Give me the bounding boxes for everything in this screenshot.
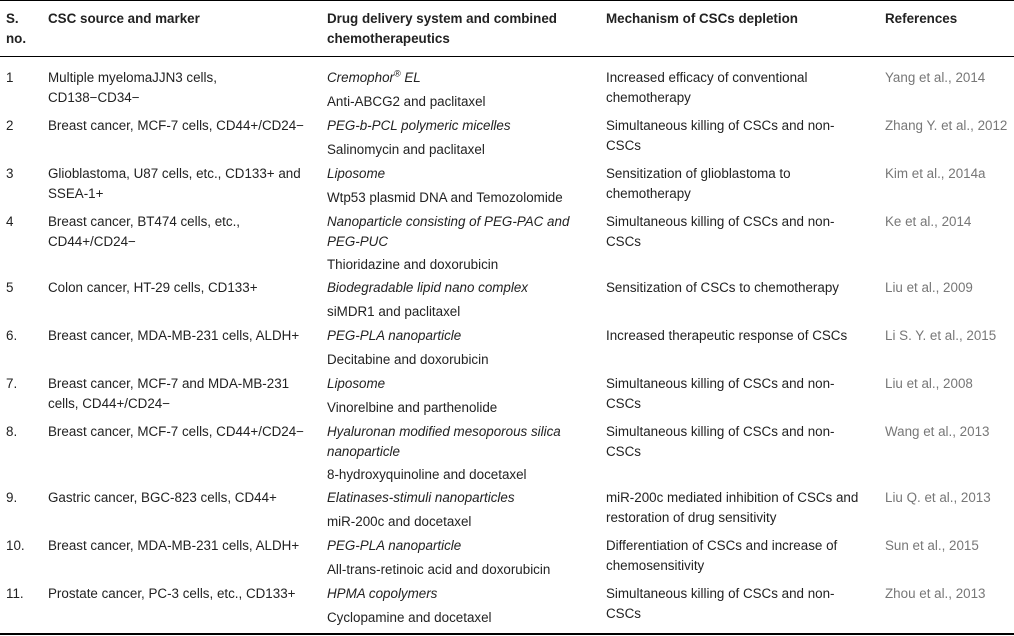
csc-source-marker: Breast cancer, BT474 cells, etc., CD44+/CD24− [48, 214, 241, 249]
reference-link[interactable]: Liu Q. et al., 2013 [885, 490, 991, 505]
csc-source-marker: Breast cancer, MDA-MB-231 cells, ALDH+ [48, 328, 300, 343]
row-number: 9. [6, 490, 18, 505]
delivery-system-cell [327, 584, 589, 627]
combined-chemotherapeutics: miR-200c and docetaxel [327, 513, 472, 529]
csc-source-marker: Breast cancer, MCF-7 cells, CD44+/CD24− [48, 424, 305, 439]
reference-link[interactable]: Zhang Y. et al., 2012 [885, 118, 1008, 133]
delivery-system-name: Cremophor® EL [327, 68, 421, 85]
delivery-system-cell [327, 164, 589, 207]
delivery-system-cell [327, 422, 589, 485]
row-number: 3 [6, 166, 14, 181]
delivery-system-name: Elatinases-stimuli nanoparticles [327, 490, 515, 505]
mechanism-of-depletion: Sensitization of CSCs to chemotherapy [606, 280, 839, 295]
reference-link[interactable]: Sun et al., 2015 [885, 538, 979, 553]
combined-chemotherapeutics: siMDR1 and paclitaxel [327, 303, 461, 319]
mechanism-of-depletion: Simultaneous killing of CSCs and non-CSCs [606, 214, 835, 249]
delivery-system-cell [327, 116, 589, 159]
combined-chemotherapeutics: All-trans-retinoic acid and doxorubicin [327, 561, 551, 577]
csc-source-marker: Prostate cancer, PC-3 cells, etc., CD133+ [48, 586, 296, 601]
mechanism-of-depletion: Increased efficacy of conventional chemotherapy [606, 70, 808, 105]
mechanism-of-depletion: Increased therapeutic response of CSCs [606, 328, 848, 343]
row-number: 4 [6, 214, 14, 229]
delivery-system-cell [327, 212, 589, 275]
reference-link[interactable]: Liu et al., 2009 [885, 280, 973, 295]
csc-source-marker: Breast cancer, MCF-7 cells, CD44+/CD24− [48, 118, 305, 133]
mechanism-of-depletion: Sensitization of glioblastoma to chemotherapy [606, 166, 791, 201]
reference-link[interactable]: Kim et al., 2014a [885, 166, 986, 181]
mechanism-of-depletion: Simultaneous killing of CSCs and non-CSCs [606, 376, 835, 411]
reference-link[interactable]: Zhou et al., 2013 [885, 586, 986, 601]
delivery-system-cell [327, 536, 589, 579]
csc-source-marker: Colon cancer, HT-29 cells, CD133+ [48, 280, 258, 295]
reference-link[interactable]: Ke et al., 2014 [885, 214, 972, 229]
delivery-system-name: Liposome [327, 166, 386, 181]
csc-source-marker: Breast cancer, MCF-7 and MDA-MB-231 cells, CD44+/CD24− [48, 376, 290, 411]
delivery-system-name: PEG-b-PCL polymeric micelles [327, 118, 511, 133]
row-number: 8. [6, 424, 18, 439]
combined-chemotherapeutics: Salinomycin and paclitaxel [327, 141, 485, 157]
csc-source-marker: Breast cancer, MDA-MB-231 cells, ALDH+ [48, 538, 300, 553]
row-number: 7. [6, 376, 18, 391]
mechanism-of-depletion: miR-200c mediated inhibition of CSCs and restoration of drug sensitivity [606, 490, 859, 525]
combined-chemotherapeutics: Wtp53 plasmid DNA and Temozolomide [327, 189, 563, 205]
header-mechanism: Mechanism of CSCs depletion [606, 11, 798, 26]
csc-source-marker: Glioblastoma, U87 cells, etc., CD133+ and SSEA-1+ [48, 166, 301, 201]
combined-chemotherapeutics: Anti-ABCG2 and paclitaxel [327, 93, 486, 109]
combined-chemotherapeutics: Thioridazine and doxorubicin [327, 257, 499, 272]
delivery-system-cell [327, 68, 589, 111]
combined-chemotherapeutics: Cyclopamine and docetaxel [327, 609, 492, 625]
csc-source-marker: Multiple myelomaJJN3 cells, CD138−CD34− [48, 70, 217, 105]
mechanism-of-depletion: Differentiation of CSCs and increase of chemosensitivity [606, 538, 838, 573]
row-number: 11. [6, 586, 24, 601]
delivery-system-cell [327, 326, 589, 369]
header-delivery: Drug delivery system and combined chemotherapeutics [327, 11, 557, 46]
row-number: 5 [6, 280, 14, 295]
combined-chemotherapeutics: 8-hydroxyquinoline and docetaxel [327, 467, 527, 482]
header-sno: S. no. [6, 11, 27, 46]
delivery-system-name: Biodegradable lipid nano complex [327, 280, 528, 295]
table-header-rule [0, 56, 1014, 57]
header-references: References [885, 11, 958, 26]
reference-link[interactable]: Wang et al., 2013 [885, 424, 990, 439]
delivery-system-name: PEG-PLA nanoparticle [327, 538, 462, 553]
delivery-system-name: Nanoparticle consisting of PEG-PAC and PEG-PUC [327, 214, 570, 249]
reference-link[interactable]: Li S. Y. et al., 2015 [885, 328, 997, 343]
combined-chemotherapeutics: Decitabine and doxorubicin [327, 351, 489, 367]
delivery-system-name: HPMA copolymers [327, 586, 438, 601]
delivery-system-name: Hyaluronan modified mesoporous silica nanoparticle [327, 424, 561, 459]
mechanism-of-depletion: Simultaneous killing of CSCs and non-CSCs [606, 118, 835, 153]
table-bottom-rule [0, 633, 1014, 635]
combined-chemotherapeutics: Vinorelbine and parthenolide [327, 399, 498, 415]
header-source: CSC source and marker [48, 11, 200, 26]
row-number: 10. [6, 538, 25, 553]
row-number: 2 [6, 118, 14, 133]
delivery-system-cell [327, 374, 589, 417]
csc-source-marker: Gastric cancer, BGC-823 cells, CD44+ [48, 490, 277, 505]
reference-link[interactable]: Yang et al., 2014 [885, 70, 986, 85]
delivery-system-cell [327, 488, 589, 531]
row-number: 6. [6, 328, 18, 343]
mechanism-of-depletion: Simultaneous killing of CSCs and non-CSCs [606, 424, 835, 459]
delivery-system-name: Liposome [327, 376, 386, 391]
mechanism-of-depletion: Simultaneous killing of CSCs and non-CSCs [606, 586, 835, 621]
reference-link[interactable]: Liu et al., 2008 [885, 376, 973, 391]
row-number: 1 [6, 70, 14, 85]
delivery-system-cell [327, 278, 589, 321]
table-top-rule [0, 0, 1014, 1]
delivery-system-name: PEG-PLA nanoparticle [327, 328, 462, 343]
